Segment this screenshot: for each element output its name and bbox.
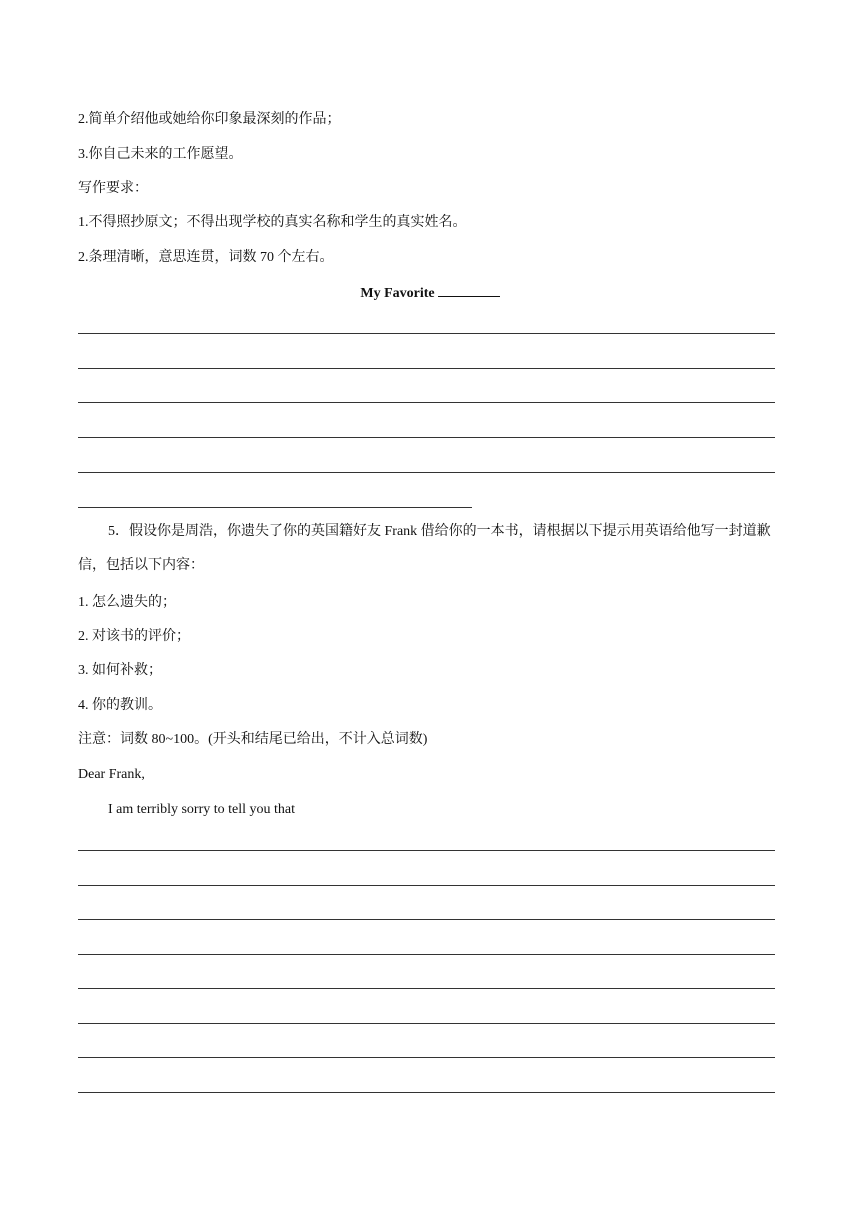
writing-line[interactable] [78, 368, 775, 369]
writing-line[interactable] [78, 472, 775, 473]
letter-opening: I am terribly sorry to tell you that [108, 802, 296, 817]
writing-line[interactable] [78, 1023, 775, 1024]
writing-line[interactable] [78, 850, 775, 851]
writing-line[interactable] [78, 919, 775, 920]
writing-line[interactable] [78, 1057, 775, 1058]
word-count-note: 注意：词数 80~100。(开头和结尾已给出，不计入总词数) [78, 732, 428, 747]
requirements-heading: 写作要求： [78, 181, 148, 196]
letter-greeting: Dear Frank, [78, 767, 145, 782]
requirement-1: 1.不得照抄原文；不得出现学校的真实名称和学生的真实姓名。 [78, 215, 467, 230]
essay-title [0, 284, 860, 303]
title-blank [438, 284, 500, 297]
writing-line[interactable] [78, 437, 775, 438]
content-point-1: 1. 怎么遗失的； [78, 595, 176, 610]
content-point-3: 3. 如何补救； [78, 663, 162, 678]
content-point-4: 4. 你的教训。 [78, 698, 162, 713]
requirement-2: 2.条理清晰，意思连贯，词数 70 个左右。 [78, 250, 334, 265]
essay-title-text: My Favorite [360, 286, 435, 301]
writing-line[interactable] [78, 1092, 775, 1093]
writing-line[interactable] [78, 885, 775, 886]
task-point-3: 3.你自己未来的工作愿望。 [78, 147, 243, 162]
writing-line[interactable] [78, 954, 775, 955]
content-point-2: 2. 对该书的评价； [78, 629, 190, 644]
writing-line[interactable] [78, 402, 775, 403]
task-5-prompt: 5．假设你是周浩，你遗失了你的英国籍好友 Frank 借给你的一本书，请根据以下提示用英语给他写一封道歉信，包括以下内容： [78, 524, 771, 573]
writing-line-short[interactable] [78, 507, 472, 508]
task-point-2: 2.简单介绍他或她给你印象最深刻的作品； [78, 112, 341, 127]
writing-line[interactable] [78, 988, 775, 989]
writing-line[interactable] [78, 333, 775, 334]
